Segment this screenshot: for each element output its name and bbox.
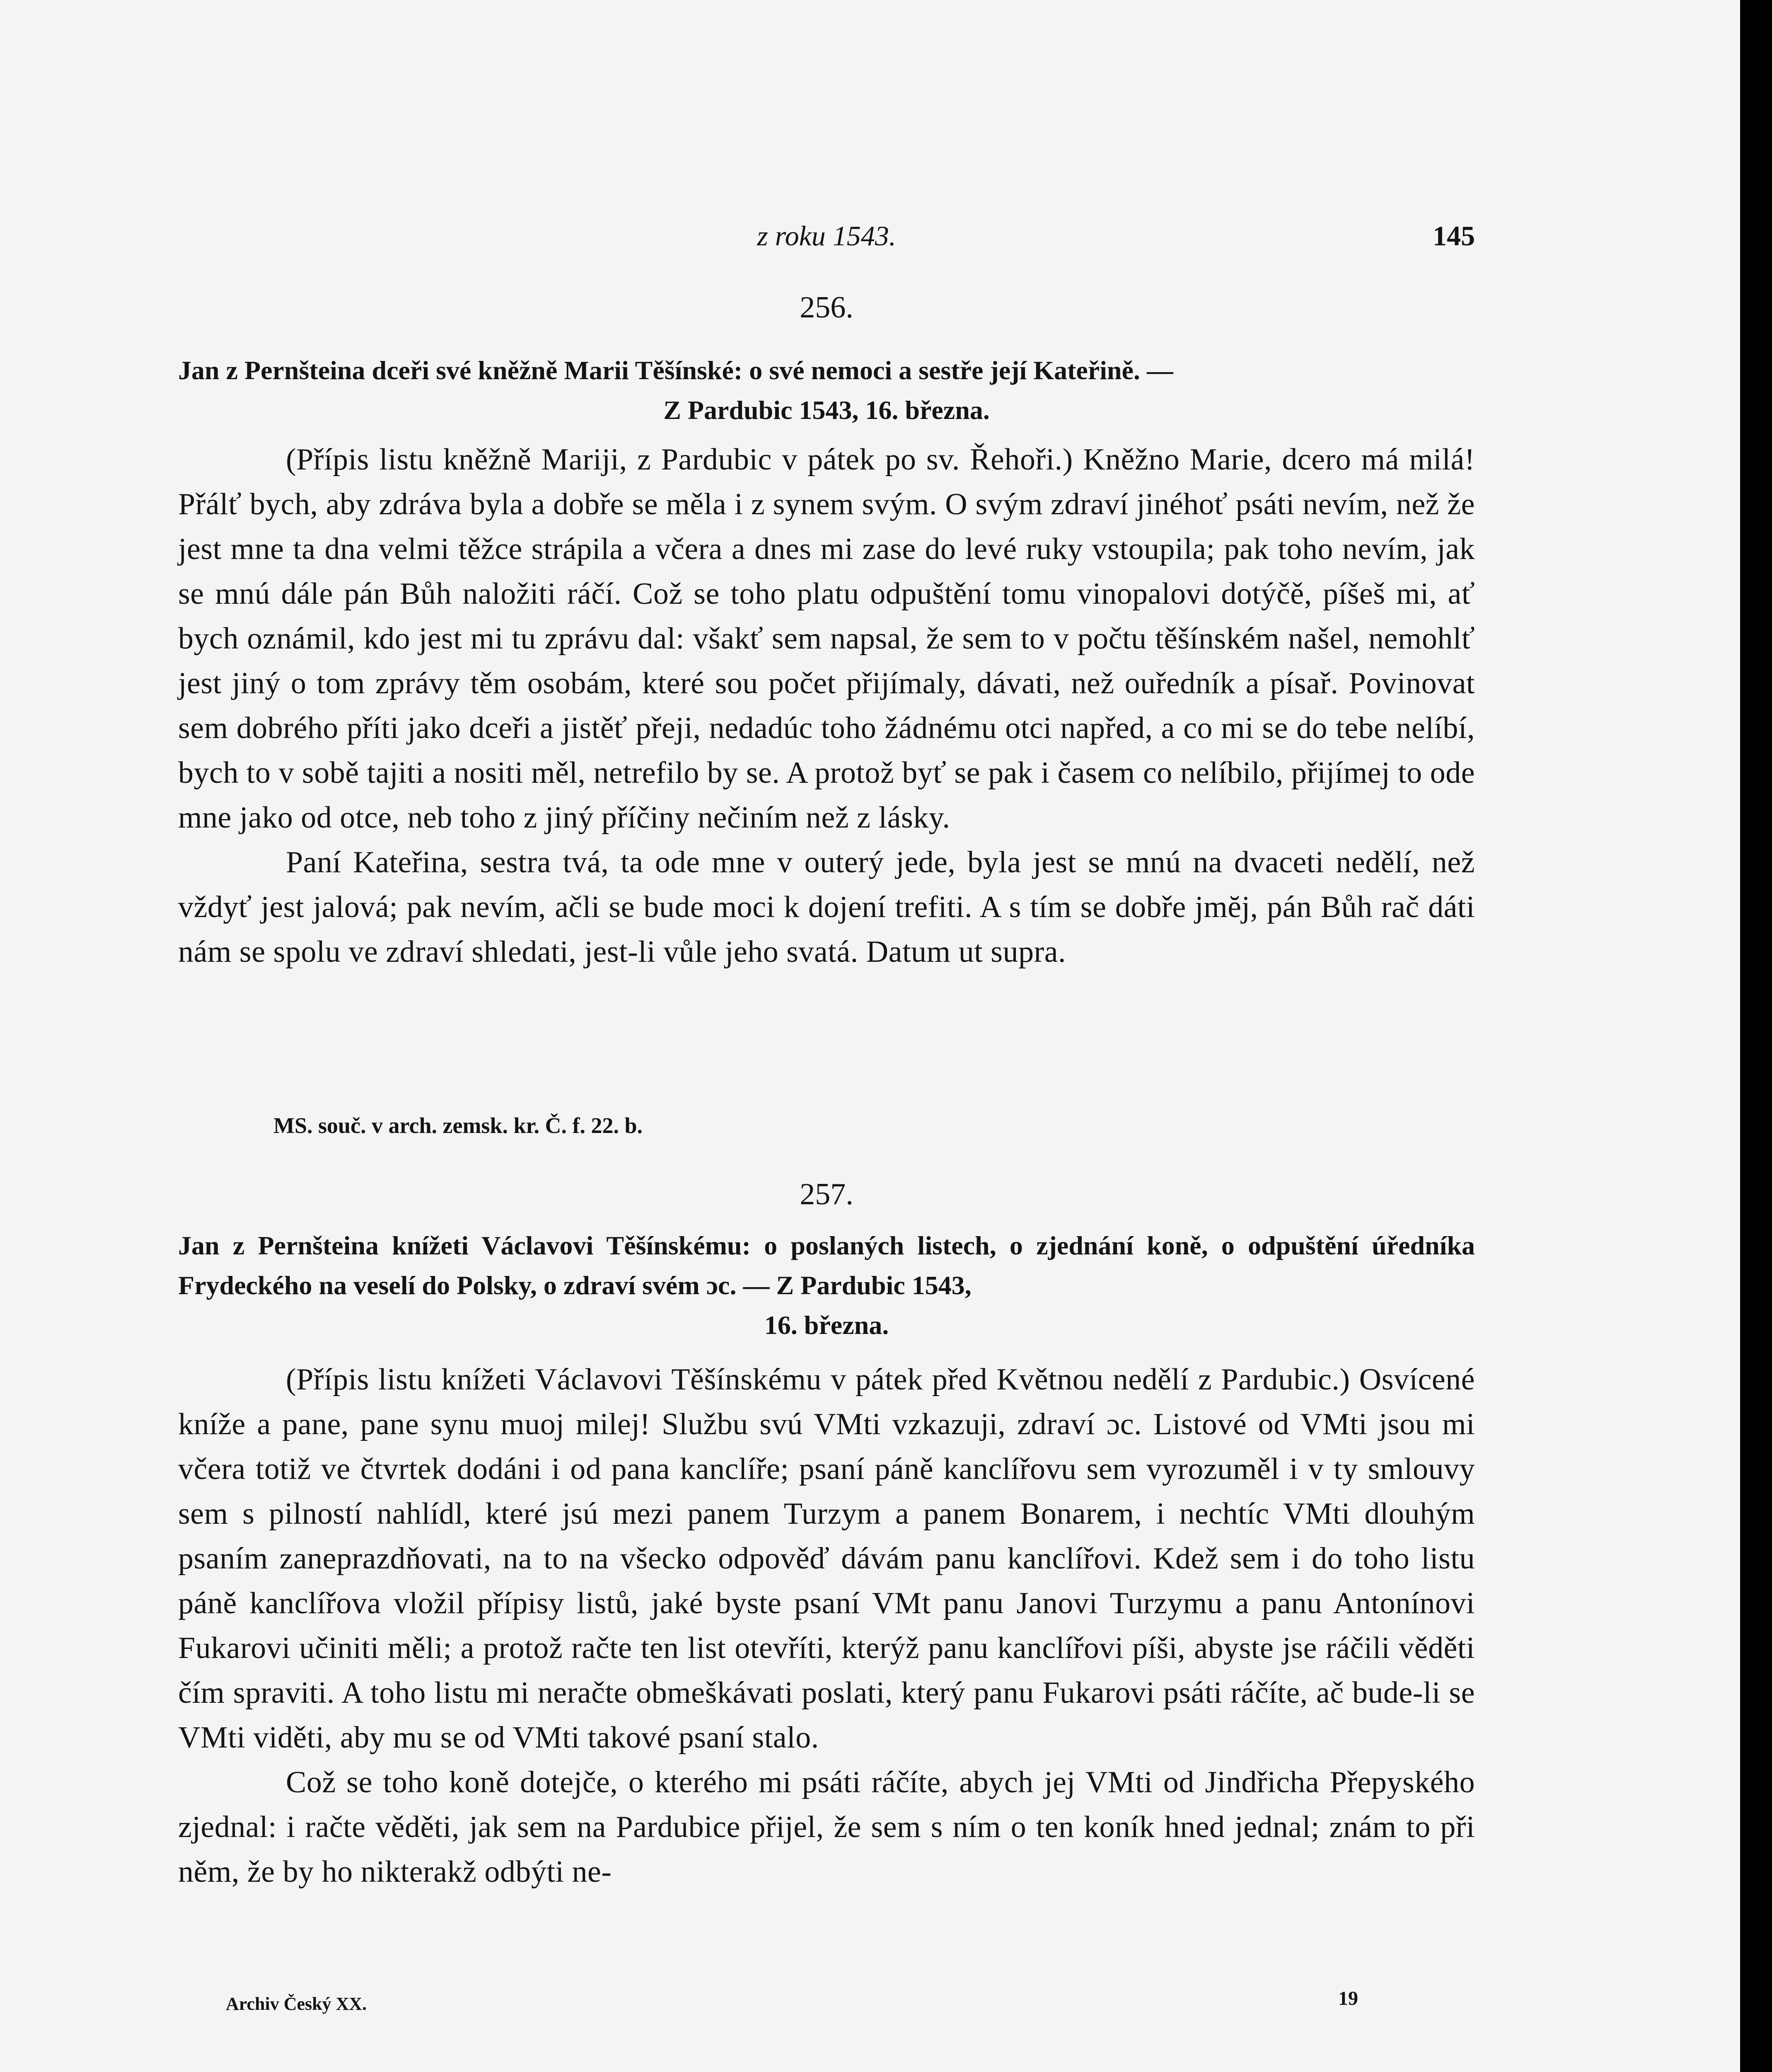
footer-sheet-number: 19 — [1338, 1987, 1358, 2009]
paragraph: Paní Kateřina, sestra tvá, ta ode mne v outerý jede, byla jest se mnú na dvaceti nedělí, než vždyť jest jalová; pak nevím, ačli se bude moci k dojení trefiti. A s tím se dobře jmĕj, pán Bůh rač dáti nám se spolu ve zdraví shledati, jest-li vůle jeho svatá. Datum ut supra. — [178, 845, 1475, 969]
scan-border — [1740, 0, 1772, 2072]
entry-heading — [178, 1226, 1475, 1345]
entry-heading — [178, 351, 1475, 430]
paragraph: Což se toho koně dotejče, o kterého mi psáti ráčíte, abych jej VMti od Jindřicha Přepyského zjednal: i račte věděti, jak sem na Pardubice přijel, že sem s ním o ten koník hned jednal; znám to při něm, že by ho nikterakž odbýti ne- — [178, 1765, 1475, 1889]
entry-number: 257. — [800, 1177, 853, 1211]
footer-signature: Archiv Český XX. — [226, 1994, 367, 2014]
entry-body — [178, 1357, 1475, 1894]
heading-line: 16. března. — [764, 1310, 889, 1340]
heading-line: Z Pardubic 1543, 16. března. — [663, 395, 990, 425]
heading-line: Jan z Pernšteina knížeti Václavovi Těšínskému: o poslaných listech, o zjednání koně, o odpuštění úředníka Frydeckého na veselí do Polsky, o zdraví svém ɔc. — Z Pardubic 1543, — [178, 1231, 1475, 1300]
source-note: MS. souč. v arch. zemsk. kr. Č. f. 22. b. — [273, 1113, 643, 1138]
entry-body — [178, 437, 1475, 974]
heading-line: Jan z Pernšteina dceři své kněžně Marii Těšínské: o své nemoci a sestře její Kateřině. — — [178, 356, 1173, 385]
paragraph: (Přípis listu kněžně Mariji, z Pardubic v pátek po sv. Řehoři.) Kněžno Marie, dcero má milá! Přálť bych, aby zdráva byla a dobře se měla i z synem svým. O svým zdraví jinéhoť psáti nevím, než že jest mne ta dna velmi těžce strápila a včera a dnes mi zase do levé ruky vstoupila; pak toho nevím, jak se mnú dále pán Bůh naložiti ráčí. Což se toho platu odpuštění tomu vinopalovi dotýčě, píšeš mi, ať bych oznámil, kdo jest mi tu zprávu dal: všakť sem napsal, že sem to v počtu těšínském našel, nemohlť jest jiný o tom zprávy těm osobám, které sou počet přijímaly, dávati, než ouředník a písař. Povinovat sem dobrého příti jako dceři a jistěť přeji, nedadúc toho žádnému otci napřed, a co mi se do tebe nelíbí, bych to v sobě tajiti a nositi měl, netrefilo by se. A protož byť se pak i časem co nelíbilo, přijímej to ode mne jako od otce, neb toho z jiný příčiny nečiním než z lásky. — [178, 443, 1475, 835]
paragraph: (Přípis listu knížeti Václavovi Těšínskému v pátek před Květnou nedělí z Pardubic.) Osvícené kníže a pane, pane synu muoj milej! Službu svú VMti vzkazuji, zdraví ɔc. Listové od VMti jsou mi včera totiž ve čtvrtek dodáni i od pana kanclíře; psaní páně kanclířovu sem vyrozuměl i v ty smlouvy sem s pilností nahlídl, které jsú mezi panem Turzym a panem Bonarem, i nechtíc VMti dlouhým psaním zaneprazdňovati, na to na všecko odpověď dávám panu kanclířovi. Kdež sem i do toho listu páně kanclířova vložil přípisy listů, jaké byste psaní VMt panu Janovi Turzymu a panu Antonínovi Fukarovi učiniti měli; a protož račte ten list otevříti, kterýž panu kanclířovi píši, abyste jse ráčili věděti čím spraviti. A toho listu mi neračte obmeškávati poslati, který panu Fukarovi psáti ráčíte, ač bude-li se VMti viděti, aby mu se od VMti takové psaní stalo. — [178, 1363, 1475, 1755]
entry-number: 256. — [800, 290, 853, 324]
page-number: 145 — [1433, 220, 1475, 252]
page-header — [178, 220, 1475, 257]
running-title: z roku 1543. — [757, 220, 896, 252]
